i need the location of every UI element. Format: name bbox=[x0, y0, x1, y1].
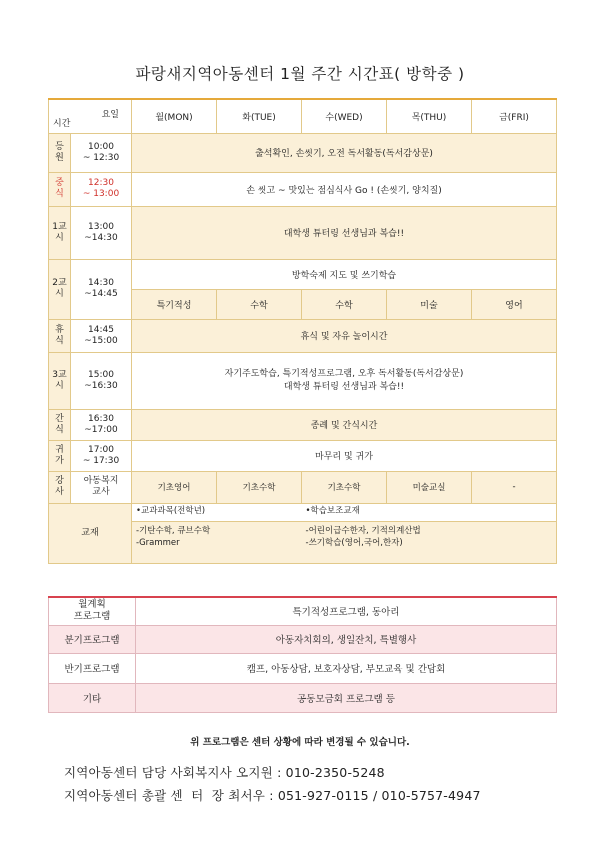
row-time: 10:00 ~ 12:30 bbox=[71, 133, 132, 172]
program-value: 캠프, 아동상담, 보호자상담, 부모교육 및 간담회 bbox=[136, 653, 557, 683]
header-corner bbox=[49, 99, 132, 133]
program-row-semiannual bbox=[49, 653, 557, 683]
day-header-wed: 수(WED) bbox=[302, 99, 387, 133]
daily-cell-wed: 수학 bbox=[302, 289, 387, 319]
header-sigan-label: 시간 bbox=[53, 119, 71, 130]
day-header-thu: 목(THU) bbox=[387, 99, 472, 133]
row-time: 15:00 ~16:30 bbox=[71, 352, 132, 409]
row-activity: 휴식 및 자유 놀이시간 bbox=[132, 319, 557, 352]
program-row-monthly bbox=[49, 597, 557, 625]
row-break bbox=[49, 319, 557, 352]
row-activity: 대학생 튜터링 선생님과 복습!! bbox=[132, 206, 557, 259]
teacher-cell-mon: 기초영어 bbox=[132, 471, 217, 503]
row-label: 3교 시 bbox=[49, 352, 71, 409]
row-lunch bbox=[49, 172, 557, 206]
materials-aux-items: -어린이급수한자, 기적의계산법 -쓰기학습(영어,국어,한자) bbox=[302, 521, 557, 563]
row-period1 bbox=[49, 206, 557, 259]
daily-cell-thu: 미술 bbox=[387, 289, 472, 319]
program-label: 반기프로그램 bbox=[49, 653, 136, 683]
row-snack bbox=[49, 409, 557, 440]
row-period3 bbox=[49, 352, 557, 409]
row-time: 14:45 ~15:00 bbox=[71, 319, 132, 352]
contact-social-worker: 지역아동센터 담당 사회복지사 오지원 : 010-2350-5248 bbox=[64, 765, 385, 780]
header-yoil-label: 요일 bbox=[101, 110, 119, 121]
row-label: 간 식 bbox=[49, 409, 71, 440]
row-activity: 자기주도학습, 특기적성프로그램, 오후 독서활동(독서감상문) 대학생 튜터링 선생님과 복습!! bbox=[132, 352, 557, 409]
program-label: 기타 bbox=[49, 683, 136, 712]
row-activity: 출석확인, 손씻기, 오전 독서활동(독서감상문) bbox=[132, 133, 557, 172]
row-home bbox=[49, 440, 557, 471]
row-label: 1교 시 bbox=[49, 206, 71, 259]
day-header-fri: 금(FRI) bbox=[472, 99, 557, 133]
row-activity: 마무리 및 귀가 bbox=[132, 440, 557, 471]
change-notice: 위 프로그램은 센터 상황에 따라 변경될 수 있습니다. bbox=[190, 737, 410, 748]
row-activity: 종례 및 간식시간 bbox=[132, 409, 557, 440]
daily-cell-mon: 특기적성 bbox=[132, 289, 217, 319]
teacher-cell-tue: 기초수학 bbox=[217, 471, 302, 503]
row-time: 13:00 ~14:30 bbox=[71, 206, 132, 259]
teacher-cell-fri: - bbox=[472, 471, 557, 503]
program-label: 분기프로그램 bbox=[49, 625, 136, 653]
row-label: 휴 식 bbox=[49, 319, 71, 352]
row-label: 강 사 bbox=[49, 471, 71, 503]
row-activity: 손 씻고 ~ 맛있는 점심식사 Go ! (손씻기, 양치질) bbox=[132, 172, 557, 206]
program-table bbox=[48, 596, 557, 713]
program-row-etc bbox=[49, 683, 557, 712]
materials-label: 교재 bbox=[49, 503, 132, 563]
teacher-cell-wed: 기초수학 bbox=[302, 471, 387, 503]
program-row-quarterly bbox=[49, 625, 557, 653]
row-label: 귀 가 bbox=[49, 440, 71, 471]
row-time: 아동복지 교사 bbox=[71, 471, 132, 503]
row-activity: 방학숙제 지도 및 쓰기학습 bbox=[132, 259, 557, 289]
daily-cell-tue: 수학 bbox=[217, 289, 302, 319]
table-header-row bbox=[49, 99, 557, 133]
row-time: 17:00 ~ 17:30 bbox=[71, 440, 132, 471]
weekly-schedule-table bbox=[48, 98, 557, 564]
row-label: 2교 시 bbox=[49, 259, 71, 319]
row-arrival bbox=[49, 133, 557, 172]
program-value: 특기적성프로그램, 동아리 bbox=[136, 597, 557, 625]
row-period2 bbox=[49, 259, 557, 289]
day-header-tue: 화(TUE) bbox=[217, 99, 302, 133]
daily-cell-fri: 영어 bbox=[472, 289, 557, 319]
contact-center-director: 지역아동센터 총괄 센 터 장 최서우 : 051-927-0115 / 010-5757-4947 bbox=[64, 788, 481, 803]
page-title: 파랑새지역아동센터 1월 주간 시간표( 방학중 ) bbox=[135, 65, 465, 83]
teacher-cell-thu: 미술교실 bbox=[387, 471, 472, 503]
materials-subject-heading: •교과과목(전학년) bbox=[132, 503, 302, 521]
row-label: 등 원 bbox=[49, 133, 71, 172]
row-materials-head bbox=[49, 503, 557, 521]
program-value: 아동자치회의, 생일잔치, 특별행사 bbox=[136, 625, 557, 653]
materials-subject-items: -기탄수학, 큐브수학 -Grammer bbox=[132, 521, 302, 563]
row-label: 중 식 bbox=[49, 172, 71, 206]
program-value: 공동모금회 프로그램 등 bbox=[136, 683, 557, 712]
row-time: 12:30 ~ 13:00 bbox=[71, 172, 132, 206]
day-header-mon: 월(MON) bbox=[132, 99, 217, 133]
row-time: 16:30 ~17:00 bbox=[71, 409, 132, 440]
row-time: 14:30 ~14:45 bbox=[71, 259, 132, 319]
materials-aux-heading: •학습보조교재 bbox=[302, 503, 557, 521]
row-teachers bbox=[49, 471, 557, 503]
program-label: 월계획 프로그램 bbox=[49, 597, 136, 625]
